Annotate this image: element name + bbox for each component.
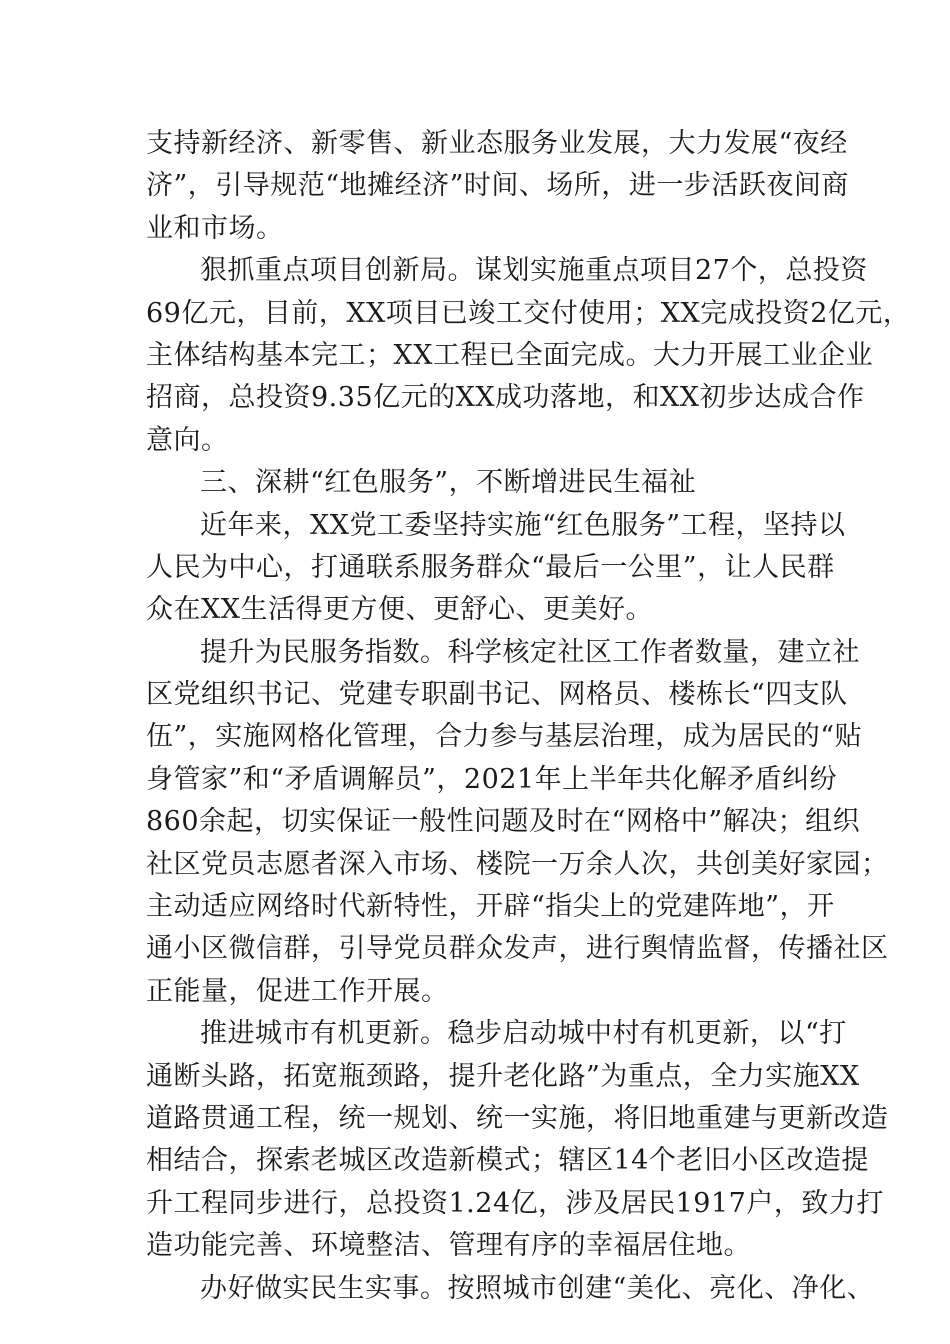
text-line: 造功能完善、环境整洁、管理有序的幸福居住地。: [146, 1230, 751, 1262]
text-line: 升工程同步进行，总投资1.24亿，涉及居民1917户，致力打: [146, 1187, 884, 1219]
text-line: 通小区微信群，引导党员群众发声，进行舆情监督，传播社区: [146, 933, 889, 965]
paragraph-heading-line: 提升为民服务指数。科学核定社区工作者数量，建立社: [200, 636, 860, 668]
text-line: 通断头路，拓宽瓶颈路，提升老化路”为重点，全力实施XX: [146, 1060, 860, 1092]
paragraph-heading-line: 办好做实民生实事。按照城市创建“美化、亮化、净化、: [200, 1272, 875, 1304]
paragraph-first-line: 近年来，XX党工委坚持实施“红色服务”工程，坚持以: [200, 509, 846, 541]
text-line: 众在XX生活得更方便、更舒心、更美好。: [146, 594, 653, 626]
text-line: 正能量，促进工作开展。: [146, 975, 449, 1007]
text-line: 人民为中心，打通联系服务群众“最后一公里”，让人民群: [146, 551, 835, 583]
paragraph-heading-line: 推进城市有机更新。稳步启动城中村有机更新，以“打: [200, 1018, 847, 1050]
text-line: 济”，引导规范“地摊经济”时间、场所，进一步活跃夜间商: [146, 170, 849, 202]
text-line: 招商，总投资9.35亿元的XX成功落地，和XX初步达成合作: [146, 382, 865, 414]
paragraph-heading-line: 狠抓重点项目创新局。谋划实施重点项目27个，总投资: [200, 255, 868, 287]
text-line: 伍”，实施网格化管理，合力参与基层治理，成为居民的“贴: [146, 721, 863, 753]
text-line: 社区党员志愿者深入市场、楼院一万余人次，共创美好家园；: [146, 848, 889, 880]
text-line: 身管家”和“矛盾调解员”，2021年上半年共化解矛盾纠纷: [146, 763, 838, 795]
text-line: 69亿元，目前，XX项目已竣工交付使用；XX完成投资2亿元，: [146, 297, 911, 329]
text-line: 意向。: [146, 424, 229, 456]
text-line: 区党组织书记、党建专职副书记、网格员、楼栋长“四支队: [146, 679, 848, 711]
text-line: 业和市场。: [146, 212, 284, 244]
text-line: 道路贯通工程，统一规划、统一实施，将旧地重建与更新改造: [146, 1102, 889, 1134]
text-line: 主动适应网络时代新特性，开辟“指尖上的党建阵地”，开: [146, 891, 835, 923]
text-line: 支持新经济、新零售、新业态服务业发展，大力发展“夜经: [146, 128, 848, 159]
text-line: 860余起，切实保证一般性问题及时在“网格中”解决；组织: [146, 806, 861, 838]
text-line: 相结合，探索老城区改造新模式；辖区14个老旧小区改造提: [146, 1145, 869, 1177]
text-line: 主体结构基本完工；XX工程已全面完成。大力开展工业企业: [146, 339, 873, 371]
section-heading: 三、深耕“红色服务”，不断增进民生福祉: [200, 467, 697, 499]
document-body: [146, 123, 911, 1310]
